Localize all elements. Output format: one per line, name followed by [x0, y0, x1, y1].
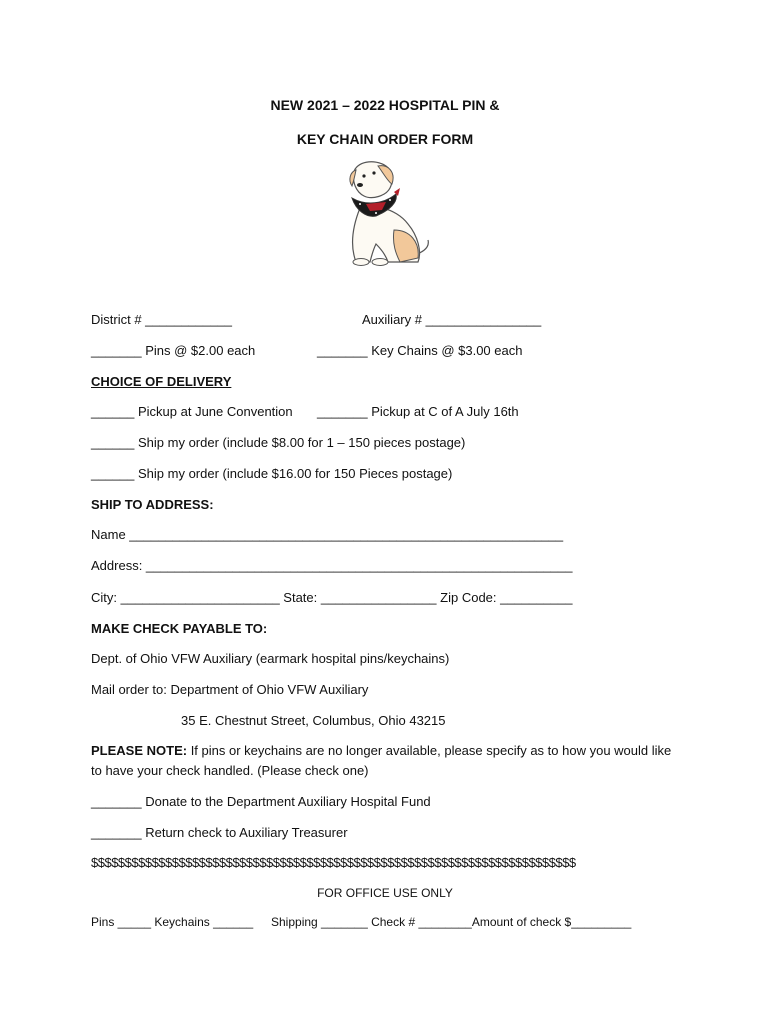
check-payable-heading: MAKE CHECK PAYABLE TO: [91, 621, 268, 636]
keychains-quantity-field[interactable]: _______ Key Chains @ $3.00 each [317, 343, 523, 358]
form-title-line-1: NEW 2021 – 2022 HOSPITAL PIN & [270, 97, 500, 113]
auxiliary-field[interactable]: Auxiliary # ________________ [362, 312, 542, 327]
address-field[interactable]: Address: ___________________________________________________________ [91, 558, 573, 573]
delivery-heading: CHOICE OF DELIVERY [91, 374, 232, 389]
return-check-option[interactable]: _______ Return check to Auxiliary Treasurer [91, 825, 348, 840]
donate-option[interactable]: _______ Donate to the Department Auxiliary Hospital Fund [91, 794, 431, 809]
ship-small-option[interactable]: ______ Ship my order (include $8.00 for 1 – 150 pieces postage) [91, 435, 466, 450]
mail-to-text: Mail order to: Department of Ohio VFW Auxiliary [91, 682, 369, 697]
form-title-line-2: KEY CHAIN ORDER FORM [296, 131, 474, 147]
please-note-label: PLEASE NOTE: [91, 743, 188, 758]
pins-quantity-field[interactable]: _______ Pins @ $2.00 each [91, 343, 256, 358]
name-field[interactable]: Name ____________________________________________________________ [91, 527, 564, 542]
pickup-june-option[interactable]: ______ Pickup at June Convention [91, 404, 293, 419]
pickup-july-option[interactable]: _______ Pickup at C of A July 16th [317, 404, 519, 419]
city-state-zip-field[interactable]: City: ______________________ State: ________________ Zip Code: __________ [91, 590, 573, 605]
please-note-text: If pins or keychains are no longer available, please specify as to how you would like to have your check handled. (Please check one) [91, 743, 672, 778]
office-use-heading: FOR OFFICE USE ONLY [317, 886, 453, 900]
office-divider: $$$$$$$$$$$$$$$$$$$$$$$$$$$$$$$$$$$$$$$$$$$$$$$$$$$$$$$$$$$$$$$$$$$$$$$$ [91, 855, 576, 870]
ship-large-option[interactable]: ______ Ship my order (include $16.00 for 150 Pieces postage) [91, 466, 453, 481]
district-field[interactable]: District # ____________ [91, 312, 232, 327]
office-shipping-check-field[interactable]: Shipping _______ Check # ________Amount of check $_________ [271, 915, 632, 929]
please-note-paragraph [91, 741, 681, 781]
puppy-with-bandana-icon [330, 158, 440, 270]
office-pins-keychains-field[interactable]: Pins _____ Keychains ______ [91, 915, 254, 929]
payee-text: Dept. of Ohio VFW Auxiliary (earmark hospital pins/keychains) [91, 651, 450, 666]
street-address-text: 35 E. Chestnut Street, Columbus, Ohio 43215 [181, 713, 446, 728]
ship-to-heading: SHIP TO ADDRESS: [91, 497, 214, 512]
